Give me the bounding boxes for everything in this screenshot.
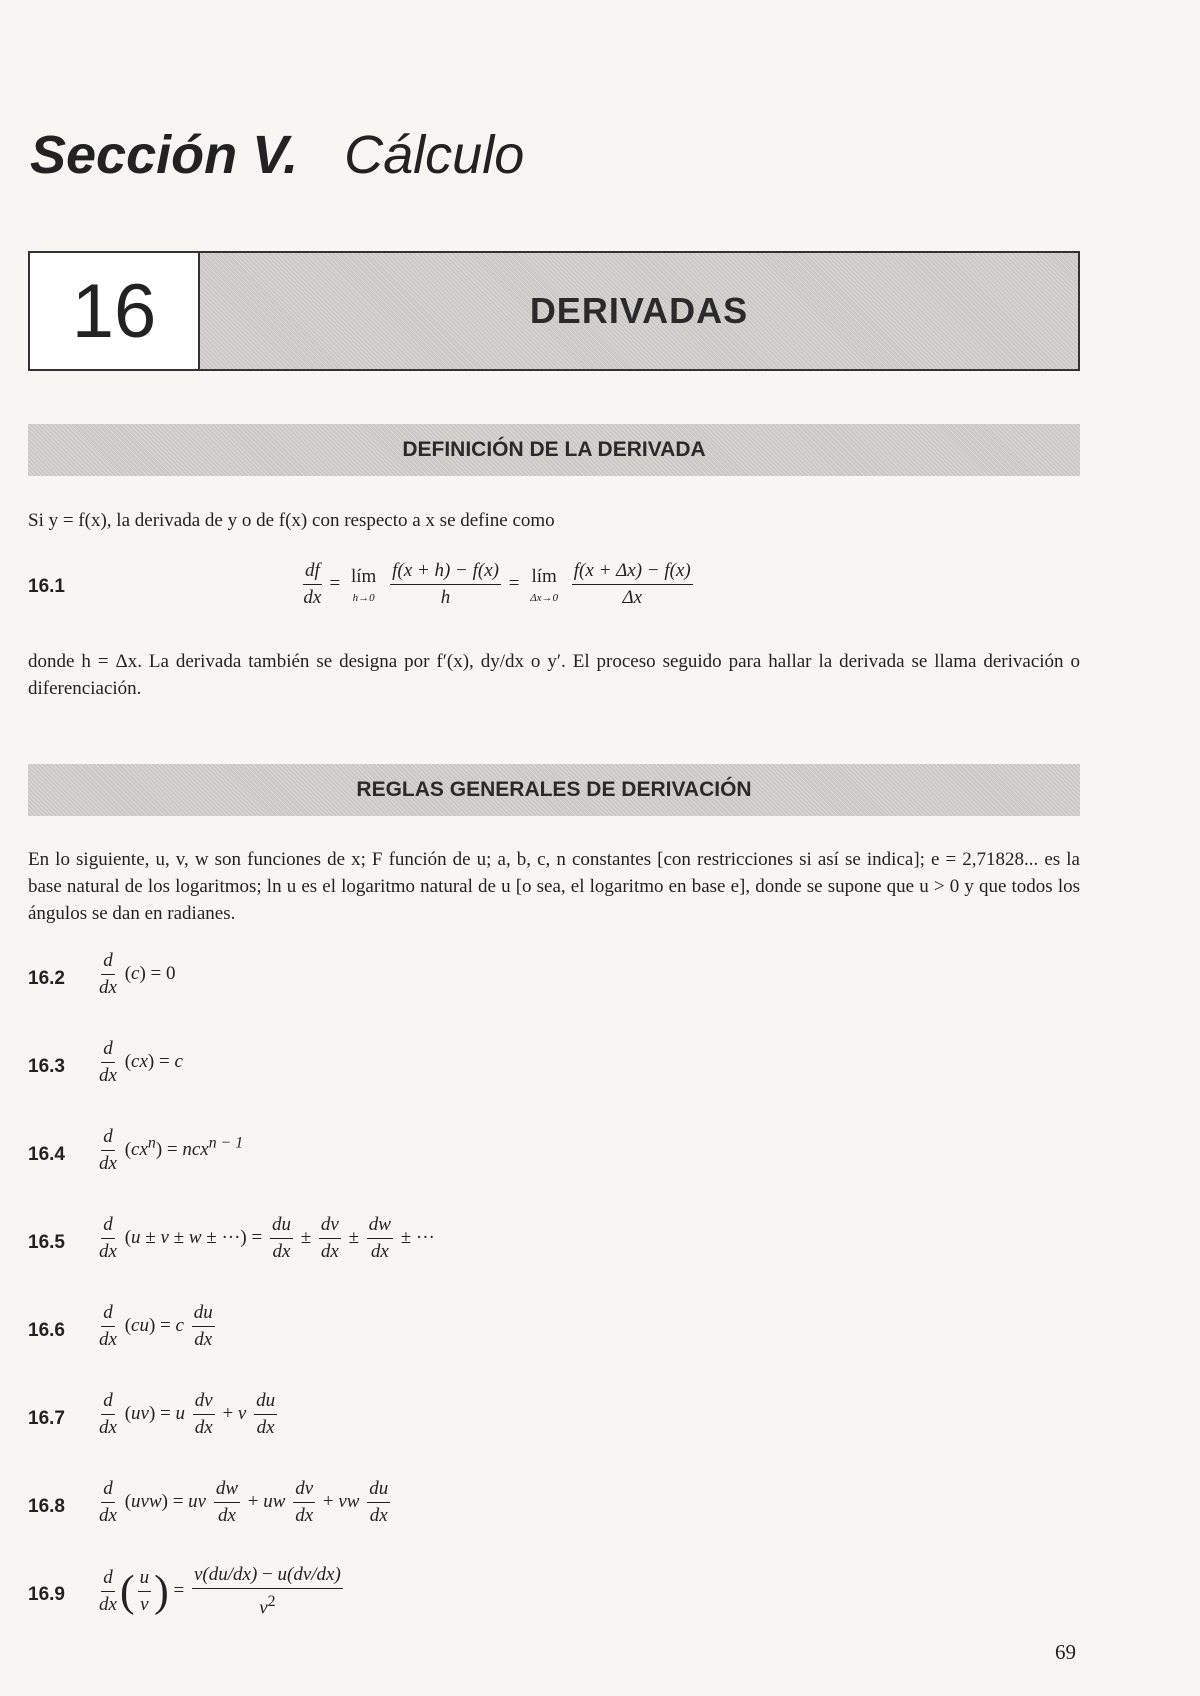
page-number: 69 — [1055, 1640, 1076, 1664]
definition-intro: Si y = f(x), la derivada de y o de f(x) con respecto a x se define como — [28, 510, 555, 531]
chapter-number: 16 — [30, 253, 200, 369]
rules-intro: En lo siguiente, u, v, w son funciones de x; F función de u; a, b, c, n constantes [con restricciones si así se indica]; e = 2,71828... es la base natural de los logaritmos; ln u es el logaritmo natural de u [o sea, el logaritmo en base e], donde se supone que u > 0 y que todos los ángulos se dan en radianes. — [28, 849, 1080, 924]
formula-label-16-4: 16.4 — [28, 1144, 65, 1165]
section-title — [30, 125, 525, 185]
formula-16-8: $\frac{d}{dx}$ (uvw) = uv $\frac{dw}{dx}$ + uw $\frac{dv}{dx}$ + vw $\frac{du}{dx}$ — [99, 1478, 389, 1526]
formula-label-16-6: 16.6 — [28, 1320, 65, 1341]
definition-note: donde h = Δx. La derivada también se designa por f′(x), dy/dx o y′. El proceso seguido para hallar la derivada se llama derivación o diferenciación. — [28, 651, 1080, 699]
formula-16-6: $\frac{d}{dx}$ (cu) = c $\frac{du}{dx}$ — [99, 1302, 213, 1350]
formula-16-4: $\frac{d}{dx}$ $(cx^n) = ncx^{n - 1}$ — [99, 1126, 244, 1174]
definition-heading: DEFINICIÓN DE LA DERIVADA — [28, 424, 1080, 476]
section-subject: Cálculo — [344, 125, 525, 185]
formula-16-3: $\frac{d}{dx}$ (cx) = c — [99, 1038, 183, 1086]
section-label: Sección V. — [30, 125, 299, 185]
formula-16-9: $\frac{d}{dx}$ ( $\frac{u}{v}$ ) = $\frac{v(du/dx) - u(dv/dx)}{v^2}$ — [99, 1564, 341, 1619]
formula-label-16-9: 16.9 — [28, 1584, 65, 1605]
formula-label-16-2: 16.2 — [28, 968, 65, 989]
rules-heading: REGLAS GENERALES DE DERIVACIÓN — [28, 764, 1080, 816]
formula-16-5: $\frac{d}{dx}$ (u ± v ± w ± ···) = $\frac{du}{dx}$ ± $\frac{dv}{dx}$ ± $\frac{dw}{dx}$ ± ··· — [99, 1214, 435, 1262]
formula-16-2: $\frac{d}{dx}$ (c) = 0 — [99, 950, 176, 998]
chapter-header — [28, 251, 1080, 371]
formula-label-16-1: 16.1 — [28, 576, 65, 597]
chapter-title: DERIVADAS — [200, 253, 1078, 369]
formula-16-1: $\frac{df}{dx}$ = lím h→0 $\frac{f(x + h) - f(x)}{h}$ = lím Δx→0 $\frac{f(x + \Delta x) - f(x)}{\Delta x}$ — [303, 560, 691, 608]
formula-label-16-3: 16.3 — [28, 1056, 65, 1077]
formula-16-7: $\frac{d}{dx}$ (uv) = u $\frac{dv}{dx}$ + v $\frac{du}{dx}$ — [99, 1390, 276, 1438]
formula-label-16-7: 16.7 — [28, 1408, 65, 1429]
formula-label-16-8: 16.8 — [28, 1496, 65, 1517]
formula-label-16-5: 16.5 — [28, 1232, 65, 1253]
